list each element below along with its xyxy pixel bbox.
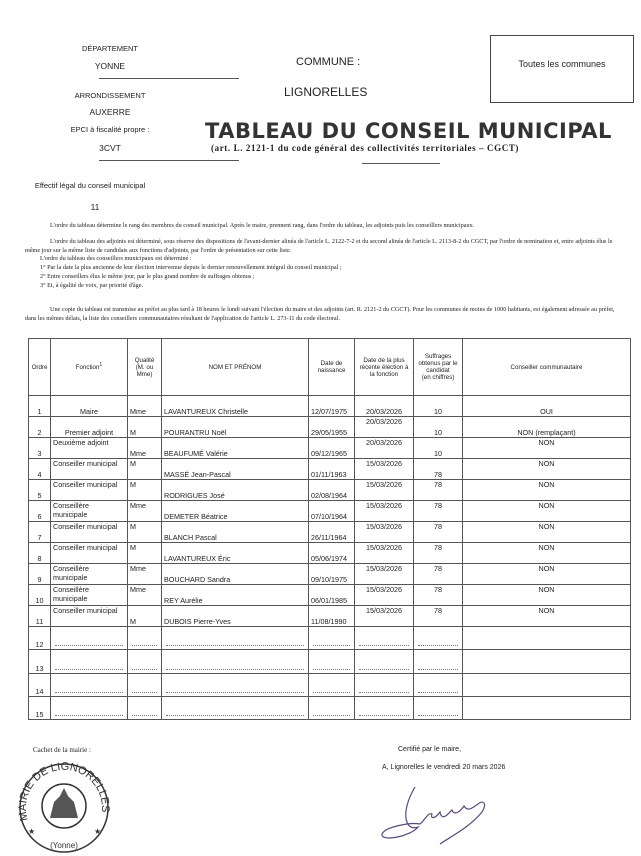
cell-suffrages: 78: [414, 543, 463, 564]
cell-naissance: 02/08/1964: [309, 480, 355, 501]
cell-qualite: M: [128, 606, 162, 627]
commune-label: COMMUNE :: [296, 56, 361, 68]
cell-election: 20/03/2026: [355, 438, 414, 459]
paragraph: 2° Entre conseillers élus le même jour, par le plus grand nombre de suffrages obtenus ;: [40, 273, 255, 280]
cell-nom: BLANCH Pascal: [162, 522, 309, 543]
empty-cell: [309, 650, 355, 673]
cell-suffrages: 78: [414, 585, 463, 606]
cell-nom: REY Aurélie: [162, 585, 309, 606]
cell-election: 15/03/2026: [355, 606, 414, 627]
table-row: [29, 480, 631, 501]
departement-value: YONNE: [94, 61, 126, 71]
cell-naissance: 12/07/1975: [309, 396, 355, 417]
cell-suffrages: 10: [414, 417, 463, 438]
empty-cell: [355, 650, 414, 673]
empty-cell: [355, 696, 414, 719]
empty-cell: [51, 627, 128, 650]
cell-suffrages: 78: [414, 459, 463, 480]
paragraph: L'ordre du tableau des conseillers municipaux est déterminé :: [40, 255, 192, 262]
arrondissement-value: AUXERRE: [89, 107, 131, 117]
cell-nom: LAVANTUREUX Éric: [162, 543, 309, 564]
table-row: [29, 543, 631, 564]
cell-election: 20/03/2026: [355, 396, 414, 417]
svg-text:(Yonne): (Yonne): [50, 841, 78, 850]
effectif-label: Effectif légal du conseil municipal: [34, 181, 146, 190]
cachet-label: Cachet de la mairie :: [33, 746, 91, 754]
table-row: [29, 438, 631, 459]
cell-ordre: 13: [29, 650, 51, 673]
footnote-mark: 1: [99, 362, 103, 369]
divider: [99, 78, 239, 79]
table-row: [29, 606, 631, 627]
col-suffrages: [414, 339, 463, 396]
empty-cell: [51, 673, 128, 696]
cell-qualite: Mme: [128, 438, 162, 459]
table-row: [29, 396, 631, 417]
svg-text:MAIRIE DE LIGNORELLES: MAIRIE DE LIGNORELLES: [16, 760, 112, 823]
empty-cell: [309, 673, 355, 696]
cell-ordre: 6: [29, 501, 51, 522]
cell-suffrages: 10: [414, 438, 463, 459]
cell-election: 15/03/2026: [355, 522, 414, 543]
cell-suffrages: 78: [414, 606, 463, 627]
empty-cell: [162, 673, 309, 696]
table-row: [29, 417, 631, 438]
empty-cell: [355, 673, 414, 696]
table-row: [29, 501, 631, 522]
cell-fonction: Conseillère municipale: [51, 564, 128, 585]
cell-election: 15/03/2026: [355, 480, 414, 501]
cell-naissance: 06/01/1985: [309, 585, 355, 606]
cell-ordre: 8: [29, 543, 51, 564]
empty-cell: [162, 696, 309, 719]
cell-nom: LAVANTUREUX Christelle: [162, 396, 309, 417]
cell-communautaire: NON: [463, 522, 631, 543]
cell-election: 15/03/2026: [355, 585, 414, 606]
cell-suffrages: 78: [414, 480, 463, 501]
cell-suffrages: 78: [414, 564, 463, 585]
effectif-value: 11: [90, 202, 100, 212]
cell-fonction: Conseillère municipale: [51, 501, 128, 522]
empty-cell: [414, 627, 463, 650]
paragraph: L'ordre du tableau des adjoints est déterminé, sous réserve des dispositions de l'avant-dernier alinéa de l'article L. 2122-7-2 et du second alinéa de l'article L. 2113-8-2 du CGCT, par l'ordre de nomination et, entre adjoints élus le même jour sur la même liste de candidats aux fonctions d'adjoints, par l'ordre de présentation sur cette liste.: [25, 238, 613, 254]
col-qualite: Qualité (M. ou Mme): [128, 339, 162, 396]
page-title: TABLEAU DU CONSEIL MUNICIPAL: [205, 119, 612, 143]
table-row-empty: [29, 627, 631, 650]
cell-ordre: 11: [29, 606, 51, 627]
epci-value: 3CVT: [99, 143, 121, 153]
cell-qualite: Mme: [128, 501, 162, 522]
cell-qualite: M: [128, 543, 162, 564]
cell-fonction: Conseiller municipal: [51, 543, 128, 564]
table-header: [29, 339, 631, 396]
cell-fonction: Conseiller municipal: [51, 480, 128, 501]
cell-qualite: Mme: [128, 564, 162, 585]
empty-cell: [355, 627, 414, 650]
lieu-date: A, Lignorelles le vendredi 20 mars 2026: [382, 764, 506, 771]
cell-qualite: M: [128, 417, 162, 438]
cell-communautaire: NON: [463, 564, 631, 585]
svg-text:★: ★: [94, 827, 102, 836]
col-election: Date de la plus récente élection à la fonction: [355, 339, 414, 396]
empty-cell: [309, 696, 355, 719]
cell-naissance: 01/11/1963: [309, 459, 355, 480]
cell-ordre: 9: [29, 564, 51, 585]
cell-communautaire: NON: [463, 606, 631, 627]
council-table: [28, 338, 631, 720]
empty-cell: [463, 673, 631, 696]
empty-cell: [414, 696, 463, 719]
cell-communautaire: OUI: [463, 396, 631, 417]
cell-communautaire: NON: [463, 438, 631, 459]
cell-naissance: 05/06/1974: [309, 543, 355, 564]
table-row: [29, 459, 631, 480]
cell-nom: MASSÉ Jean-Pascal: [162, 459, 309, 480]
empty-cell: [128, 696, 162, 719]
table-row: [29, 585, 631, 606]
cell-communautaire: NON (remplaçant): [463, 417, 631, 438]
cell-communautaire: NON: [463, 543, 631, 564]
page-subtitle: (art. L. 2121-1 du code général des collectivités territoriales – CGCT): [211, 143, 520, 153]
cell-ordre: 14: [29, 673, 51, 696]
certifie-label: Certifié par le maire,: [398, 746, 462, 753]
cell-ordre: 15: [29, 696, 51, 719]
cell-election: 15/03/2026: [355, 501, 414, 522]
col-communautaire: Conseiller communautaire: [463, 339, 631, 396]
divider: [362, 163, 440, 164]
cell-qualite: M: [128, 459, 162, 480]
cell-communautaire: NON: [463, 501, 631, 522]
col-nom: NOM ET PRÉNOM: [162, 339, 309, 396]
table-row: [29, 564, 631, 585]
cell-naissance: 07/10/1964: [309, 501, 355, 522]
cell-election: 15/03/2026: [355, 564, 414, 585]
paragraph: 3° Et, à égalité de voix, par priorité d'âge.: [40, 282, 144, 289]
col-fonction: [51, 339, 128, 396]
cell-nom: BOUCHARD Sandra: [162, 564, 309, 585]
cell-fonction: Premier adjoint: [51, 417, 128, 438]
cell-ordre: 7: [29, 522, 51, 543]
cell-naissance: 26/11/1964: [309, 522, 355, 543]
cell-qualite: Mme: [128, 585, 162, 606]
commune-name: LIGNORELLES: [284, 85, 368, 99]
cell-fonction: Conseiller municipal: [51, 522, 128, 543]
empty-cell: [128, 673, 162, 696]
cell-communautaire: NON: [463, 480, 631, 501]
cell-naissance: 09/12/1965: [309, 438, 355, 459]
cell-election: 15/03/2026: [355, 543, 414, 564]
cell-nom: DEMETER Béatrice: [162, 501, 309, 522]
cell-nom: RODRIGUES José: [162, 480, 309, 501]
empty-cell: [128, 627, 162, 650]
cell-nom: POURANTRU Noël: [162, 417, 309, 438]
cell-naissance: 09/10/1975: [309, 564, 355, 585]
cell-ordre: 4: [29, 459, 51, 480]
cell-communautaire: NON: [463, 459, 631, 480]
cell-suffrages: 78: [414, 522, 463, 543]
col-suffrages-label: Suffrages obtenus par le candidat: [418, 353, 458, 374]
epci-label: EPCI à fiscalité propre :: [70, 125, 150, 134]
empty-cell: [128, 650, 162, 673]
col-suffrages-note: (en chiffres): [421, 374, 455, 381]
table-row-empty: [29, 696, 631, 719]
paragraph: 1° Par la date la plus ancienne de leur élection intervenue depuis le dernier renouvellement intégral du conseil municipal ;: [40, 264, 342, 271]
col-naissance: Date de naissance: [309, 339, 355, 396]
cell-fonction: Conseiller municipal: [51, 459, 128, 480]
departement-label: DÉPARTEMENT: [82, 44, 138, 53]
empty-cell: [414, 673, 463, 696]
cell-qualite: M: [128, 480, 162, 501]
cell-fonction: Deuxième adjoint: [51, 438, 128, 459]
cell-qualite: Mme: [128, 396, 162, 417]
paragraph: L'ordre du tableau détermine le rang des membres du conseil municipal. Après le maire, prennent rang, dans l'ordre du tableau, les adjoints puis les conseillers municipaux.: [50, 222, 475, 229]
cell-nom: DUBOIS Pierre-Yves: [162, 606, 309, 627]
cell-fonction: Maire: [51, 396, 128, 417]
maire-signature: [370, 782, 510, 856]
svg-text:★: ★: [28, 827, 36, 836]
empty-cell: [51, 696, 128, 719]
empty-cell: [414, 650, 463, 673]
arrondissement-label: ARRONDISSEMENT: [74, 91, 146, 100]
cell-fonction: Conseillère municipale: [51, 585, 128, 606]
table-row-empty: [29, 650, 631, 673]
empty-cell: [162, 650, 309, 673]
paragraph: Une copie du tableau est transmise au préfet au plus tard à 18 heures le lundi suivant l'élection du maire et des adjoints (art. R. 2121-2 du CGCT). Pour les communes de moins de 1000 habitants, est également adressée au préfet, dans les mêmes délais, la liste des conseillers communautaires résultant de l'application de l'article L. 273-11 du code électoral.: [25, 306, 615, 322]
table-row-empty: [29, 673, 631, 696]
cell-ordre: 3: [29, 438, 51, 459]
empty-cell: [463, 696, 631, 719]
cell-nom: BEAUFUMÉ Valérie: [162, 438, 309, 459]
col-fonction-label: Fonction: [75, 364, 100, 372]
cell-naissance: 29/05/1955: [309, 417, 355, 438]
cell-qualite: M: [128, 522, 162, 543]
cell-suffrages: 10: [414, 396, 463, 417]
divider: [99, 160, 239, 161]
cell-communautaire: NON: [463, 585, 631, 606]
cell-ordre: 1: [29, 396, 51, 417]
cell-election: 20/03/2026: [355, 417, 414, 438]
empty-cell: [309, 627, 355, 650]
commune-box: Toutes les communes: [490, 35, 634, 103]
cell-election: 15/03/2026: [355, 459, 414, 480]
cell-fonction: Conseiller municipal: [51, 606, 128, 627]
empty-cell: [463, 627, 631, 650]
cell-suffrages: 78: [414, 501, 463, 522]
mairie-stamp: [14, 760, 114, 856]
empty-cell: [51, 650, 128, 673]
table-row: [29, 522, 631, 543]
cell-ordre: 10: [29, 585, 51, 606]
empty-cell: [463, 650, 631, 673]
cell-ordre: 2: [29, 417, 51, 438]
cell-ordre: 12: [29, 627, 51, 650]
cell-ordre: 5: [29, 480, 51, 501]
col-ordre: Ordre: [29, 339, 51, 396]
empty-cell: [162, 627, 309, 650]
cell-naissance: 11/08/1990: [309, 606, 355, 627]
